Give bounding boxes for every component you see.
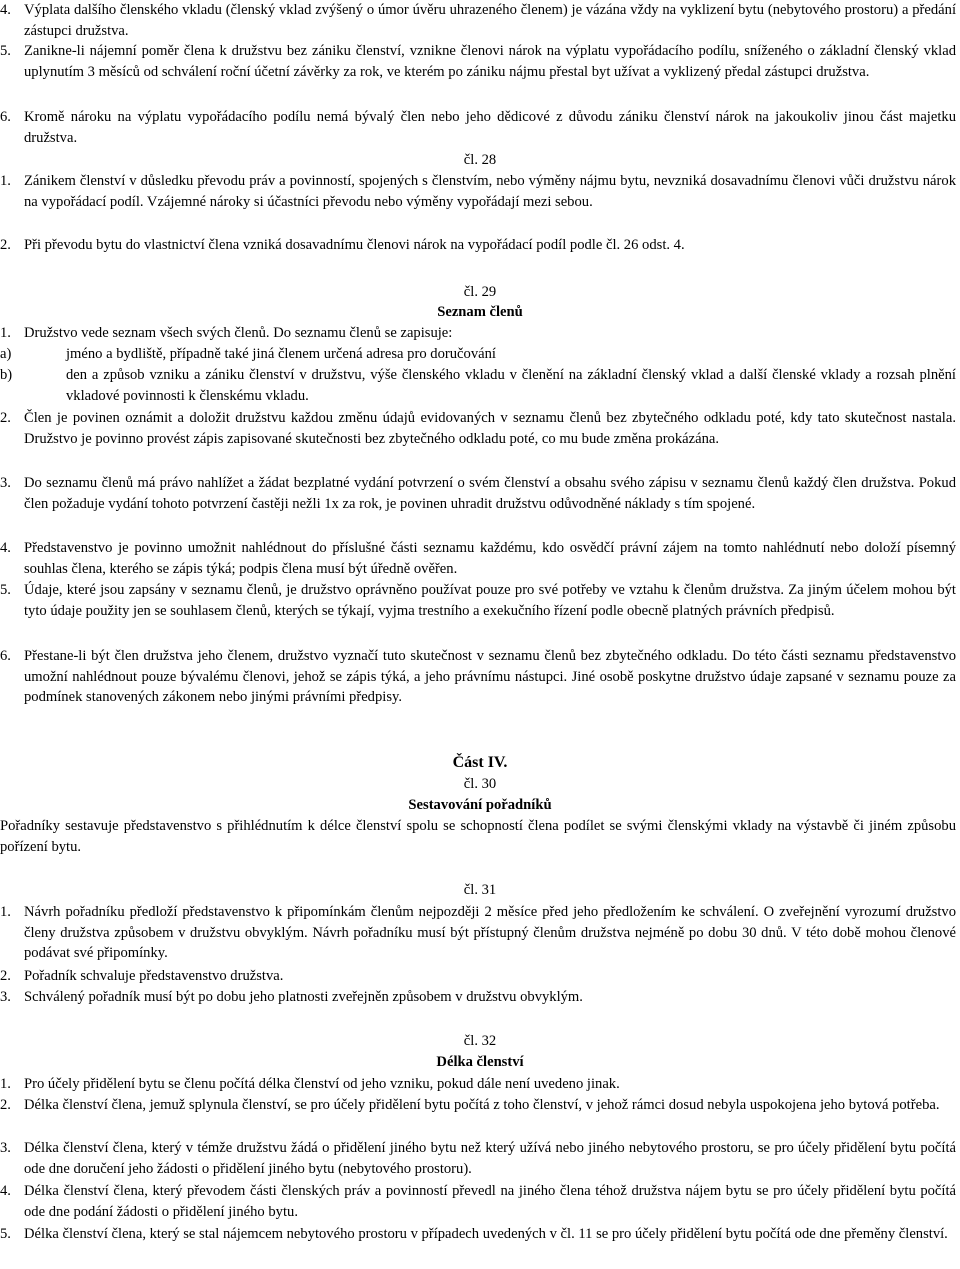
paragraph-text: Délka členství člena, jemuž splynula členství, se pro účely přidělení bytu počítá z toho členství, v jehož rámci dosud nebyla uspokojena jeho bytová potřeba. [24, 1097, 940, 1113]
paragraph-number: 6. [0, 109, 11, 125]
article-heading: čl. 31 [463, 882, 497, 898]
article-heading: čl. 29 [463, 284, 497, 300]
paragraph-number: 2. [0, 1097, 11, 1113]
paragraph-number: 5. [0, 1226, 11, 1242]
paragraph-number: 2. [0, 237, 11, 253]
paragraph-number: 1. [0, 904, 11, 920]
paragraph-text: Zánikem členství v důsledku převodu práv a povinností, spojených s členstvím, nebo výměny nájmu bytu, nevzniká dosavadnímu členovi vůči družstvu nárok na vypořádací podíl. Vzájemné nároky si účastníci převodu nebo výměny vypořádají mezi sebou. [24, 173, 956, 210]
article-heading: čl. 30 [463, 776, 497, 792]
paragraph-text: Údaje, které jsou zapsány v seznamu členů, je družstvo oprávněno používat pouze pro své potřeby ve vztahu k členům družstva. Za jiným účelem mohou být tyto údaje použity jen se souhlasem členů, kterých se týkají, vyjma trestního a exekučního řízení podle obecně platných právních předpisů. [24, 582, 956, 619]
paragraph-number: 5. [0, 43, 11, 59]
paragraph-text: Kromě nároku na výplatu vypořádacího podílu nemá bývalý člen nebo jeho dědicové z důvodu zániku členství nárok na jakoukoliv jinou část majetku družstva. [24, 109, 956, 146]
article-heading: čl. 32 [463, 1033, 497, 1049]
paragraph-number: 5. [0, 582, 11, 598]
paragraph-number: 4. [0, 1183, 11, 1199]
paragraph-text: Do seznamu členů má právo nahlížet a žádat bezplatné vydání potvrzení o svém členství a obsahu svého zápisu v seznamu členů každý člen družstva. Pokud člen požaduje vydání tohoto potvrzení častěji nežli 1x za rok, je povinen uhradit družstvu odůvodněné náklady s tím spojené. [24, 475, 956, 512]
paragraph-text: Délka členství člena, který převodem části členských práv a povinností převedl na jiného člena téhož družstva nájem bytu se pro účely přidělení bytu počítá ode dne podání žádosti o přidělení jiného bytu. [24, 1183, 956, 1220]
article-title: Sestavování pořadníků [408, 797, 552, 813]
paragraph-text: Pořadník schvaluje představenstvo družstva. [24, 968, 284, 984]
paragraph-number: 4. [0, 2, 11, 18]
part-heading: Část IV. [452, 754, 508, 771]
paragraph-number: 6. [0, 648, 11, 664]
paragraph-text: Zanikne-li nájemní poměr člena k družstvu bez zániku členství, vznikne členovi nárok na výplatu vypořádacího podílu, sníženého o základní členský vklad uplynutím 3 měsíců od schválení roční účetní závěrky za rok, ve kterém po zániku nájmu přestal byt užívat a vyklizený předal zástupci družstva. [24, 43, 956, 80]
paragraph-number: 2. [0, 968, 11, 984]
paragraph-text: Pro účely přidělení bytu se členu počítá délka členství od jeho vzniku, pokud dále není uvedeno jinak. [24, 1076, 620, 1092]
paragraph-text: Návrh pořadníku předloží představenstvo k připomínkám členům nejpozději 2 měsíce před jeho předložením ke schválení. O zveřejnění vyrozumí družstvo členy družstva způsobem v družstvu obvyklým. Návrh pořadníku musí být přístupný členům družstva nejméně po dobu 30 dnů. V této době mohou členové podávat své připomínky. [24, 904, 956, 961]
paragraph-text: Pořadníky sestavuje představenstvo s přihlédnutím k délce členství spolu se schopností člena podílet se svými členskými vklady na výstavbě či jiném způsobu pořízení bytu. [0, 818, 956, 855]
article-title: Délka členství [436, 1054, 524, 1070]
paragraph-text: Délka členství člena, který se stal nájemcem nebytového prostoru v případech uvedených v čl. 11 se pro účely přidělení bytu počítá ode dne přeměny členství. [24, 1226, 948, 1242]
paragraph-number: 3. [0, 989, 11, 1005]
paragraph-number: 4. [0, 540, 11, 556]
paragraph-number: 1. [0, 1076, 11, 1092]
list-letter: a) [0, 346, 12, 362]
paragraph-text: Při převodu bytu do vlastnictví člena vzniká dosavadnímu členovi nárok na vypořádací podíl podle čl. 26 odst. 4. [24, 237, 685, 253]
paragraph-text: Schválený pořadník musí být po dobu jeho platnosti zveřejněn způsobem v družstvu obvyklým. [24, 989, 583, 1005]
paragraph-number: 3. [0, 1140, 11, 1156]
list-letter: b) [0, 367, 13, 383]
list-item-text: jméno a bydliště, případně také jiná členem určená adresa pro doručování [66, 346, 496, 362]
paragraph-text: Představenstvo je povinno umožnit nahlédnout do příslušné části seznamu každému, kdo osvědčí právní zájem na tomto nahlédnutí nebo doloží písemný souhlas člena, kterého se zápis týká; podpis člena musí být úředně ověřen. [24, 540, 956, 577]
paragraph-text: Délka členství člena, který v témže družstvu žádá o přidělení jiného bytu než který užívá nebo jiného nebytového prostoru, se pro účely přidělení bytu počítá ode dne doručení jeho žádosti o přidělení jiného bytu (nebytového prostoru). [24, 1140, 956, 1177]
paragraph-text: Přestane-li být člen družstva jeho členem, družstvo vyznačí tuto skutečnost v seznamu členů bez zbytečného odkladu. Do této části seznamu představenstvo umožní nahlédnout pouze bývalému členovi, jehož se zápis týká, a jeho právnímu nástupci. Jiné osobě poskytne družstvo údaje zapsané v seznamu pouze za podmínek stanovených zákonem nebo jinými právními předpisy. [24, 648, 956, 705]
list-item-text: den a způsob vzniku a zániku členství v družstvu, výše členského vkladu v členění na základní členský vklad a další členské vklady a rozsah plnění vkladové povinnosti k členskému vkladu. [66, 367, 956, 404]
paragraph-text: Družstvo vede seznam všech svých členů. Do seznamu členů se zapisuje: [24, 325, 453, 341]
paragraph-number: 2. [0, 410, 11, 426]
article-heading: čl. 28 [463, 152, 497, 168]
article-title: Seznam členů [437, 304, 523, 320]
paragraph-text: Člen je povinen oznámit a doložit družstvu každou změnu údajů evidovaných v seznamu členů bez zbytečného odkladu poté, kdy tato skutečnost nastala. Družstvo je povinno provést zápis zapisované skutečnosti bez zbytečného odkladu poté, co mu bude změna prokázána. [24, 410, 956, 447]
paragraph-number: 3. [0, 475, 11, 491]
paragraph-number: 1. [0, 173, 11, 189]
paragraph-text: Výplata dalšího členského vkladu (členský vklad zvýšený o úmor úvěru uhrazeného členem) je vázána vždy na vyklizení bytu (nebytového prostoru) a předání zástupci družstva. [24, 2, 956, 39]
paragraph-number: 1. [0, 325, 11, 341]
